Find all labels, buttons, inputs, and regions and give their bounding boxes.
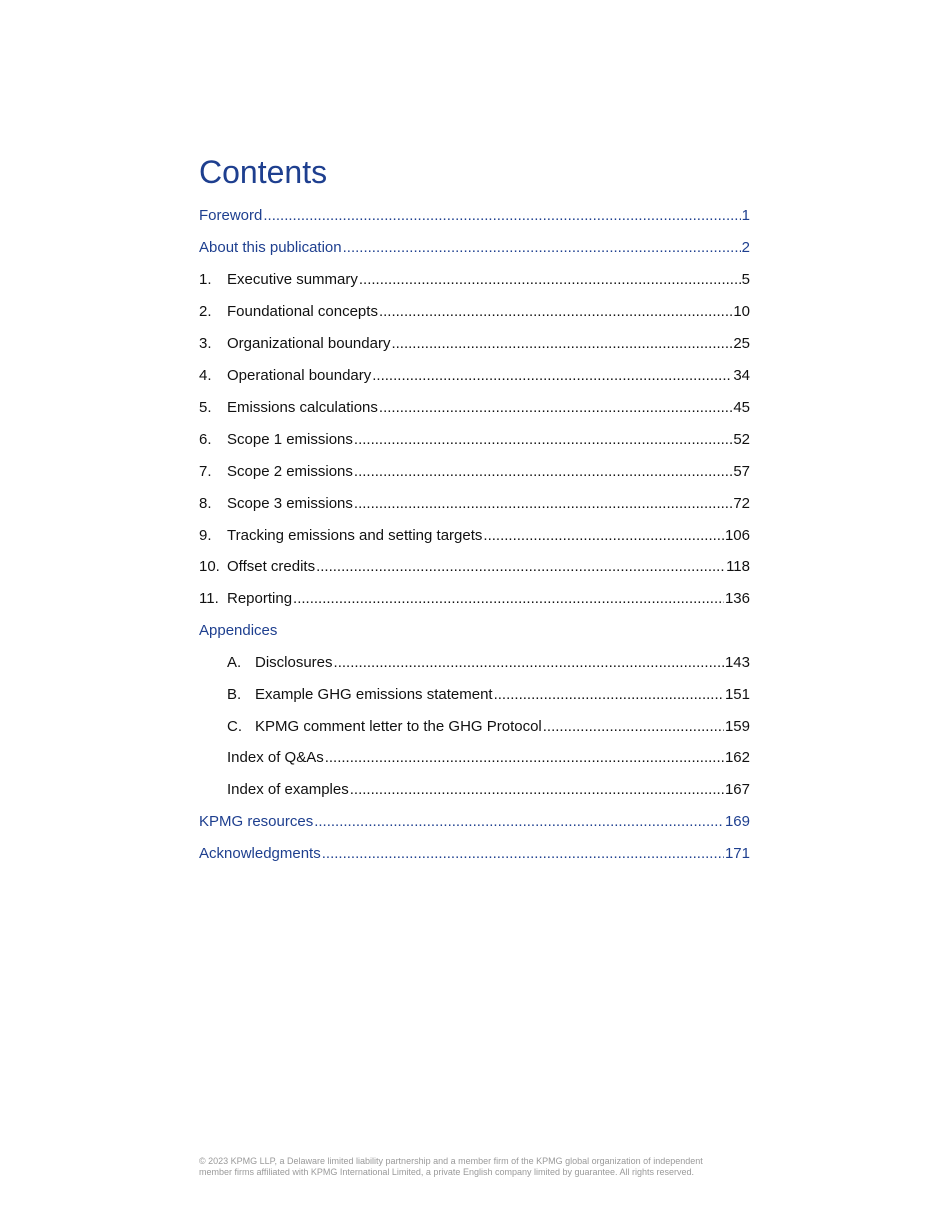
- toc-entry-label: Scope 1 emissions: [227, 431, 353, 448]
- toc-entry-page: 118: [726, 558, 750, 575]
- toc-entry-page: 162: [724, 749, 750, 766]
- toc-entry-number: B.: [227, 686, 242, 703]
- dot-leader: [391, 333, 732, 355]
- toc-entry-executive-summary[interactable]: [199, 269, 750, 291]
- toc-entry-offset-credits[interactable]: [199, 556, 750, 578]
- copyright-footer: [199, 1156, 759, 1178]
- dot-leader: [359, 269, 741, 291]
- toc-entry-page: 45: [733, 399, 750, 416]
- dot-leader: [350, 779, 724, 801]
- toc-entry-comment-letter[interactable]: [227, 716, 750, 738]
- toc-entry-tracking-emissions[interactable]: [199, 525, 750, 547]
- toc-entry-page: 34: [733, 367, 750, 384]
- dot-leader: [316, 556, 725, 578]
- toc-entry-scope-3[interactable]: [199, 493, 750, 515]
- toc-entry-scope-1[interactable]: [199, 429, 750, 451]
- dot-leader: [263, 205, 740, 227]
- dot-leader: [379, 301, 732, 323]
- toc-entry-number: 10.: [199, 558, 220, 575]
- toc-entry-label: KPMG comment letter to the GHG Protocol: [255, 718, 542, 735]
- toc-entry-label: Example GHG emissions statement: [255, 686, 493, 703]
- toc-entry-number: 6.: [199, 431, 212, 448]
- page-title: Contents: [199, 154, 328, 190]
- dot-leader: [354, 461, 732, 483]
- copyright-line-2: member firms affiliated with KPMG International Limited, a private English company limited by guarantee. All rights reserved.: [199, 1167, 695, 1177]
- toc-entry-page: 143: [724, 654, 750, 671]
- toc-entry-page: 171: [724, 845, 750, 862]
- toc-entry-label: Operational boundary: [227, 367, 372, 384]
- dot-leader: [543, 716, 724, 738]
- toc-entry-organizational-boundary[interactable]: [199, 333, 750, 355]
- toc-entry-number: A.: [227, 654, 242, 671]
- toc-entry-page: 169: [724, 813, 750, 830]
- copyright-line-1: © 2023 KPMG LLP, a Delaware limited liability partnership and a member firm of the KPMG global organization of independent: [199, 1156, 703, 1166]
- toc-entry-label: Tracking emissions and setting targets: [227, 527, 483, 544]
- dot-leader: [325, 747, 724, 769]
- toc-entry-about[interactable]: [199, 237, 750, 259]
- toc-entry-label: Scope 2 emissions: [227, 463, 353, 480]
- toc-entry-label: About this publication: [199, 239, 342, 256]
- toc-entry-appendices[interactable]: [199, 620, 750, 642]
- toc-entry-number: 9.: [199, 527, 212, 544]
- toc-entry-label: KPMG resources: [199, 813, 314, 830]
- toc-entry-label: Index of Q&As: [227, 749, 324, 766]
- toc-entry-number: 1.: [199, 271, 212, 288]
- toc-entry-label: Foreword: [199, 207, 263, 224]
- dot-leader: [354, 429, 732, 451]
- dot-leader: [354, 493, 732, 515]
- toc-entry-label: Acknowledgments: [199, 845, 321, 862]
- toc-entry-number: 7.: [199, 463, 212, 480]
- toc-entry-number: 2.: [199, 303, 212, 320]
- toc-entry-page: 1: [741, 207, 750, 224]
- toc-entry-label: Disclosures: [255, 654, 333, 671]
- toc-entry-number: 8.: [199, 495, 212, 512]
- toc-entry-label: Organizational boundary: [227, 335, 391, 352]
- toc-entry-example-statement[interactable]: [227, 684, 750, 706]
- toc-entry-kpmg-resources[interactable]: [199, 811, 750, 833]
- toc-entry-page: 151: [724, 686, 750, 703]
- dot-leader: [379, 397, 732, 419]
- toc-entry-label: Index of examples: [227, 781, 349, 798]
- toc-entry-foundational-concepts[interactable]: [199, 301, 750, 323]
- toc-entry-number: 4.: [199, 367, 212, 384]
- toc-entry-disclosures[interactable]: [227, 652, 750, 674]
- dot-leader: [293, 588, 724, 610]
- toc-entry-label: Emissions calculations: [227, 399, 378, 416]
- dot-leader: [314, 811, 724, 833]
- toc-entry-label: Scope 3 emissions: [227, 495, 353, 512]
- toc-entry-page: 57: [733, 463, 750, 480]
- toc-entry-label: Reporting: [227, 590, 293, 607]
- toc-entry-operational-boundary[interactable]: [199, 365, 750, 387]
- toc-entry-number: 5.: [199, 399, 212, 416]
- toc-entry-scope-2[interactable]: [199, 461, 750, 483]
- toc-entry-page: 106: [724, 527, 750, 544]
- toc-entry-index-examples[interactable]: [227, 779, 750, 801]
- toc-entry-page: 72: [733, 495, 750, 512]
- toc-entry-page: 136: [724, 590, 750, 607]
- toc-entry-label: Foundational concepts: [227, 303, 378, 320]
- toc-entry-page: 167: [724, 781, 750, 798]
- toc-entry-page: 52: [733, 431, 750, 448]
- dot-leader: [494, 684, 724, 706]
- toc-entry-label: Executive summary: [227, 271, 358, 288]
- dot-leader: [483, 525, 724, 547]
- toc-entry-page: 2: [741, 239, 750, 256]
- toc-entry-number: 3.: [199, 335, 212, 352]
- toc-entry-number: 11.: [199, 590, 219, 607]
- toc-entry-number: C.: [227, 718, 242, 735]
- toc-entry-acknowledgments[interactable]: [199, 843, 750, 865]
- toc-entry-index-qas[interactable]: [227, 747, 750, 769]
- toc-entry-emissions-calculations[interactable]: [199, 397, 750, 419]
- dot-leader: [322, 843, 724, 865]
- dot-leader: [343, 237, 741, 259]
- toc-entry-page: 159: [724, 718, 750, 735]
- toc-entry-page: 10: [733, 303, 750, 320]
- dot-leader: [372, 365, 732, 387]
- toc-entry-label: Offset credits: [227, 558, 316, 575]
- toc-entry-page: 25: [733, 335, 750, 352]
- dot-leader: [334, 652, 724, 674]
- toc-entry-page: 5: [741, 271, 750, 288]
- toc-entry-reporting[interactable]: [199, 588, 750, 610]
- toc-entry-label: Appendices: [199, 622, 278, 639]
- toc-entry-foreword[interactable]: [199, 205, 750, 227]
